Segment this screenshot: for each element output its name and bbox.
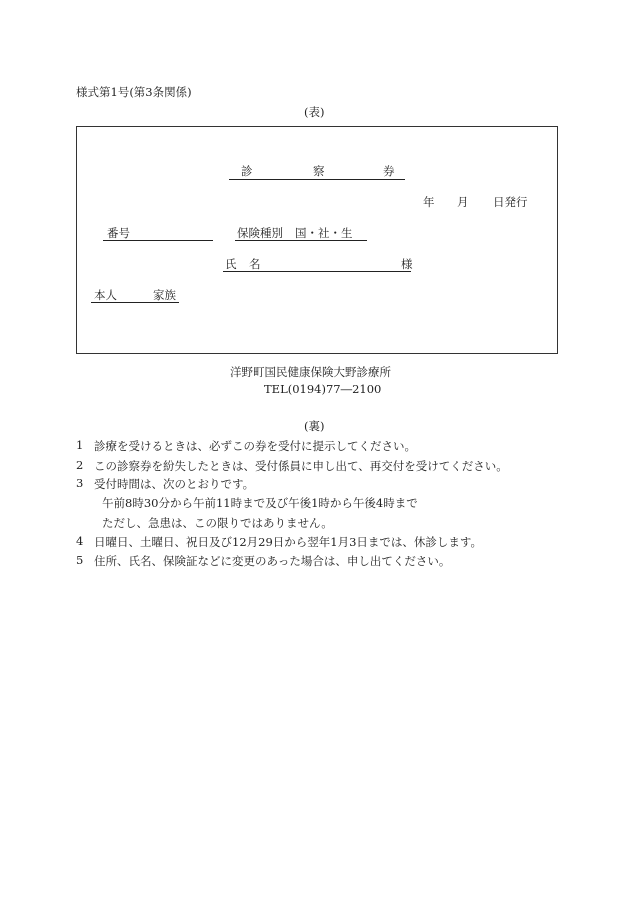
insured-person-label: 本人	[94, 288, 117, 302]
insurance-type-options: 国・社・生	[295, 226, 353, 240]
front-side-label: (表)	[304, 105, 325, 119]
number-field	[103, 225, 213, 241]
item-text: 日曜日、土曜日、祝日及び12月29日から翌年1月3日までは、休診します。	[94, 535, 482, 549]
issue-year: 年	[423, 195, 435, 209]
issue-month: 月	[457, 195, 469, 209]
item-text: ただし、急患は、この限りではありません。	[102, 516, 333, 530]
name-field	[223, 256, 411, 272]
name-char-2: 名	[249, 257, 261, 271]
issue-date	[423, 194, 553, 210]
item-text: 午前8時30分から午前11時まで及び午後1時から午後4時まで	[102, 496, 418, 510]
title-char-1: 診	[241, 164, 253, 178]
card-title	[229, 161, 405, 180]
insured-family-field	[91, 287, 179, 303]
insurance-type-field	[235, 225, 367, 241]
item-text: 住所、氏名、保険証などに変更のあった場合は、申し出てください。	[94, 554, 451, 568]
item-number: 3	[76, 476, 84, 490]
insurance-type-label: 保険種別	[237, 226, 283, 240]
consultation-card	[76, 126, 558, 354]
item-number: 4	[76, 534, 84, 548]
clinic-name: 洋野町国民健康保険大野診療所	[230, 365, 391, 379]
title-char-2: 察	[313, 164, 325, 178]
title-char-3: 券	[383, 164, 395, 178]
item-number: 2	[76, 458, 84, 472]
number-label: 番号	[107, 226, 130, 240]
name-honorific: 様	[401, 257, 413, 271]
clinic-phone: TEL(0194)77―2100	[264, 382, 382, 396]
item-text: この診察券を紛失したときは、受付係員に申し出て、再交付を受けてください。	[94, 459, 508, 473]
name-char-1: 氏	[225, 257, 237, 271]
form-number: 様式第1号(第3条関係)	[76, 85, 192, 99]
item-number: 5	[76, 553, 84, 567]
family-label: 家族	[153, 288, 176, 302]
item-text: 受付時間は、次のとおりです。	[94, 477, 255, 491]
item-number: 1	[76, 438, 84, 452]
back-side-label: (裏)	[304, 419, 325, 433]
issue-day: 日発行	[493, 195, 528, 209]
item-text: 診療を受けるときは、必ずこの券を受付に提示してください。	[94, 439, 416, 453]
